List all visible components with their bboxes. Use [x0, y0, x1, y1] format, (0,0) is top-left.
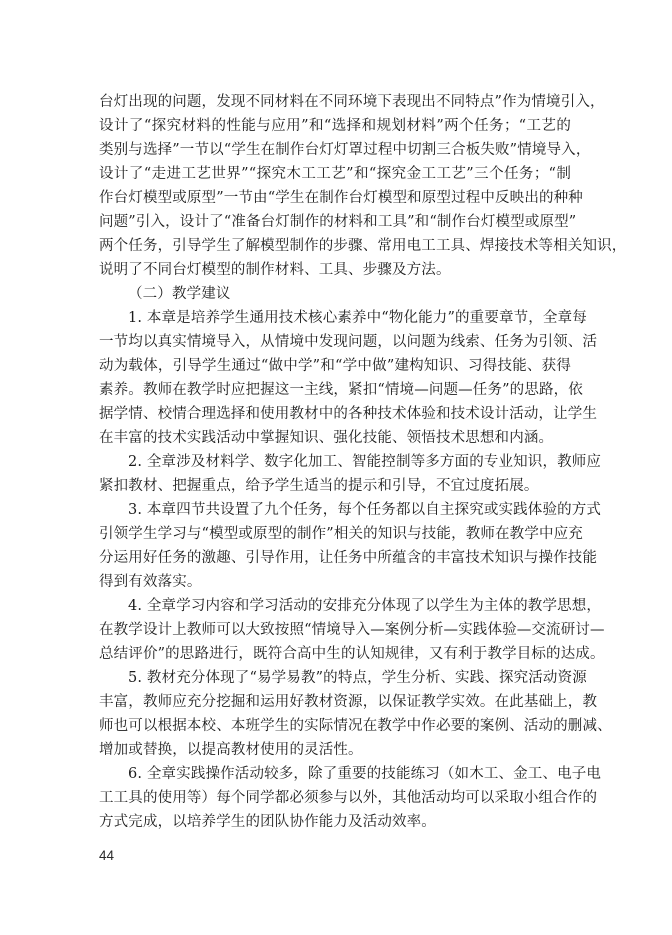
text-line: 分运用好任务的激趣、引导作用，让任务中所蕴含的丰富技术知识与操作技能: [99, 550, 598, 566]
text-line: 说明了不同台灯模型的制作材料、工具、步骤及方法。: [99, 262, 451, 278]
text-line: 引领学生学习与“模型或原型的制作”相关的知识与技能，教师在教学中应充: [99, 526, 583, 542]
text-line: 在教学设计上教师可以大致按照“情境导入—案例分析—实践体验—交流研讨—: [99, 622, 605, 638]
text-line: 3. 本章四节共设置了九个任务，每个任务都以自主探究或实践体验的方式: [128, 502, 602, 518]
text-line: 增加或替换，以提高教材使用的灵活性。: [99, 742, 363, 758]
text-line: 得到有效落实。: [99, 574, 202, 590]
text-line: 据学情、校情合理选择和使用教材中的各种技术体验和技术设计活动，让学生: [99, 406, 598, 422]
text-line: 2. 全章涉及材料学、数字化加工、智能控制等多方面的专业知识，教师应: [128, 454, 602, 470]
text-line: 方式完成，以培养学生的团队协作能力及活动效率。: [99, 814, 436, 830]
text-line: 紧扣教材、把握重点，给予学生适当的提示和引导，不宜过度拓展。: [99, 478, 539, 494]
text-line: 台灯出现的问题，发现不同材料在不同环境下表现出不同特点”作为情境引入，: [99, 94, 605, 110]
text-line: 作台灯模型或原型”一节由“学生在制作台灯模型和原型过程中反映出的种种: [99, 190, 583, 206]
text-line: 丰富，教师应充分挖掘和运用好教材资源，以保证教学实效。在此基础上，教: [99, 694, 598, 710]
text-line: 一节均以真实情境导入，从情境中发现问题，以问题为线索、任务为引领、活: [99, 334, 598, 350]
text-line: 5. 教材充分体现了“易学易教”的特点，学生分析、实践、探究活动资源: [128, 670, 587, 686]
text-line: 问题”引入，设计了“准备台灯制作的材料和工具”和“制作台灯模型或原型”: [99, 214, 577, 230]
body-text: [99, 90, 627, 834]
text-line: 在丰富的技术实践活动中掌握知识、强化技能、领悟技术思想和内涵。: [99, 430, 554, 446]
text-line: 1. 本章是培养学生通用技术核心素养中“物化能力”的重要章节，全章每: [128, 310, 587, 326]
section-heading: （二）教学建议: [128, 286, 231, 302]
text-line: 设计了“走进工艺世界”“探究木工工艺”和“探究金工工艺”三个任务；“制: [99, 166, 571, 182]
text-line: 6. 全章实践操作活动较多，除了重要的技能练习（如木工、金工、电子电: [128, 766, 602, 782]
text-line: 动为载体，引导学生通过“做中学”和“学中做”建构知识、习得技能、获得: [99, 358, 571, 374]
text-line: 4. 全章学习内容和学习活动的安排充分体现了以学生为主体的教学思想，: [128, 598, 602, 614]
text-line: 素养。教师在教学时应把握这一主线，紧扣“情境—问题—任务”的思路，依: [99, 382, 583, 398]
text-line: 工工具的使用等）每个同学都必须参与以外，其他活动均可以采取小组合作的: [99, 790, 598, 806]
text-line: 总结评价”的思路进行，既符合高中生的认知规律，又有利于教学目标的达成。: [99, 646, 605, 662]
text-line: 设计了“探究材料的性能与应用”和“选择和规划材料”两个任务；“工艺的: [99, 118, 571, 134]
text-line: 两个任务，引导学生了解模型制作的步骤、常用电工工具、焊接技术等相关知识，: [99, 238, 627, 254]
text-line: 师也可以根据本校、本班学生的实际情况在教学中作必要的案例、活动的删减、: [99, 718, 612, 734]
text-line: 类别与选择”一节以“学生在制作台灯灯罩过程中切割三合板失败”情境导入，: [99, 142, 591, 158]
page-number: 44: [99, 848, 115, 863]
